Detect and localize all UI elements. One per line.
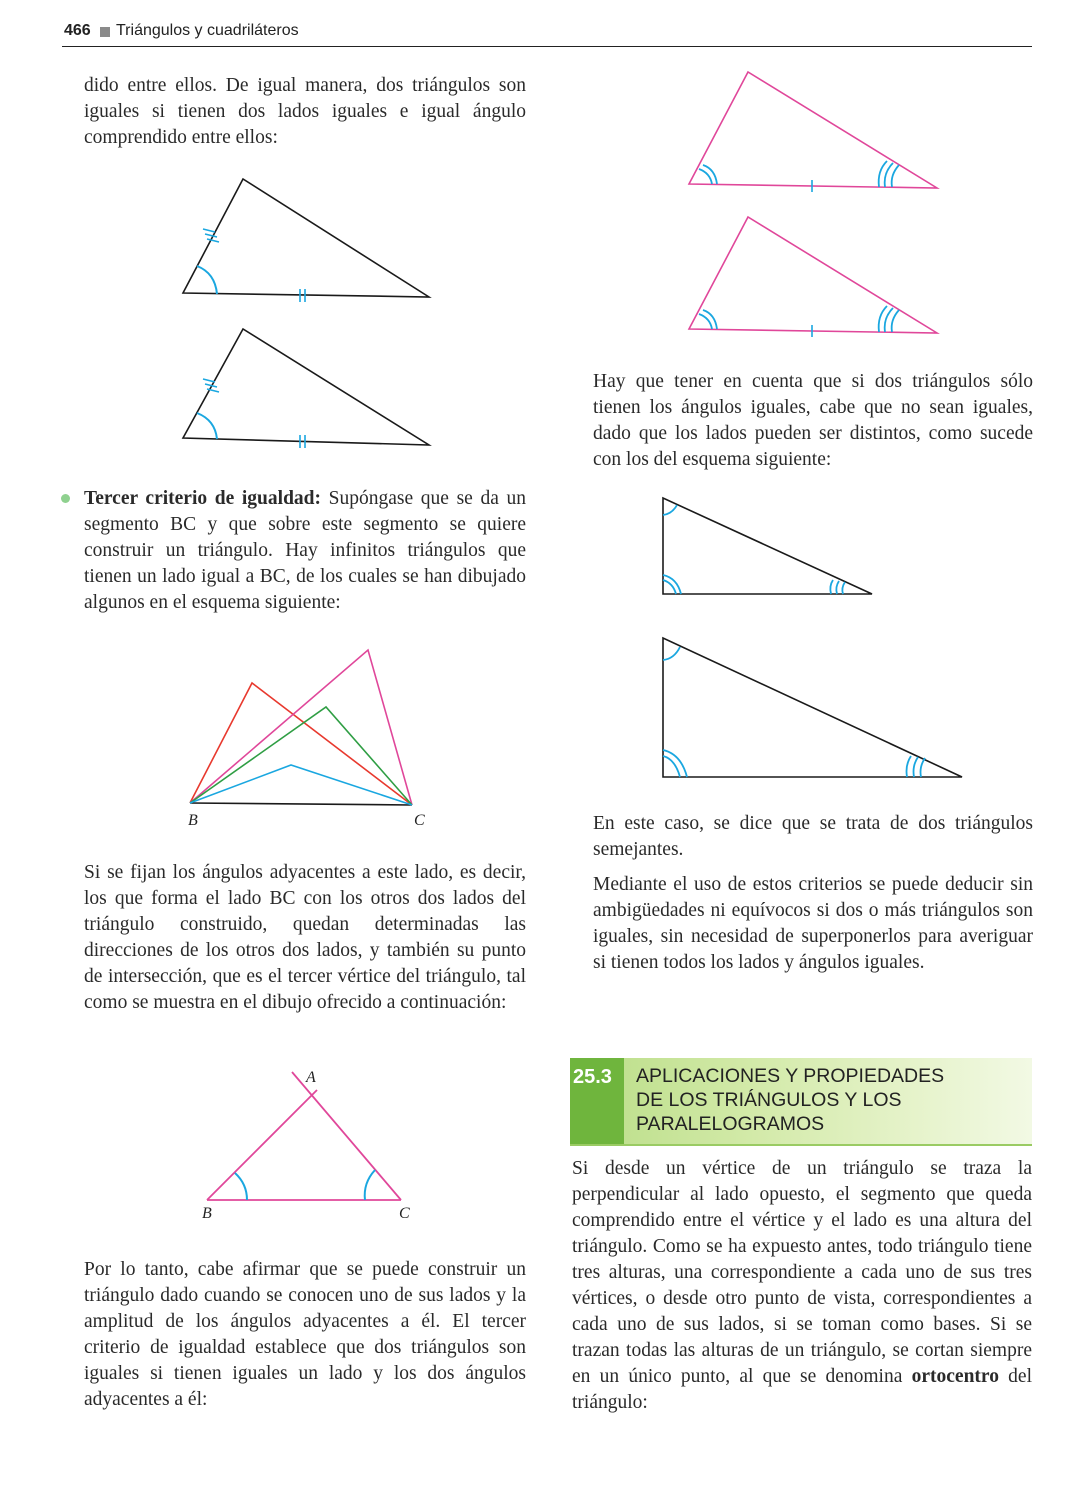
left-paragraph-1: dido entre ellos. De igual manera, dos triángulos son iguales si tienen dos lados iguales e igual ángulo comprendido entre ellos: xyxy=(84,75,526,148)
right-paragraph-4 xyxy=(572,1156,1032,1416)
label-a: A xyxy=(306,1069,316,1086)
label-b-2: B xyxy=(202,1205,212,1222)
figure-similar-triangle-small xyxy=(655,490,885,605)
label-b: B xyxy=(188,812,198,829)
figure-infinite-triangles xyxy=(180,640,440,840)
right-paragraph-1: Hay que tener en cuenta que si dos triángulos sólo tienen los ángulos iguales, cabe que no sean iguales, dado que los lados pueden ser distintos, como sucede con los del esquema siguiente: xyxy=(593,371,1033,470)
figure-asa-triangle-1 xyxy=(685,65,945,195)
figure-sas-triangle-2 xyxy=(175,325,435,455)
header-square-icon xyxy=(100,27,110,37)
figure-asa-construction xyxy=(195,1060,425,1225)
figure-similar-triangle-large xyxy=(655,632,975,782)
left-paragraph-3: Si se fijan los ángulos adyacentes a este lado, es decir, los que forma el lado BC con los otros dos lados del triángulo construido, quedan determinadas las direcciones de los otros dos lados, y también su punto de intersección, que es el tercer vértice del triángulo, tal como se muestra en el dibujo ofrecido a continuación: xyxy=(84,862,526,1013)
criterion-text: Supóngase que se da un segmento BC y que sobre este segmento se quiere construir un triángulo. Hay infinitos triángulos que tienen un lado igual a BC, de los cuales se han dibujado algunos en el esquema siguiente: xyxy=(84,488,526,613)
page-header xyxy=(62,18,1032,47)
list-bullet-icon xyxy=(61,494,70,503)
section-heading-band xyxy=(570,1058,1032,1146)
section-title: APLICACIONES Y PROPIEDADES DE LOS TRIÁNGULOS Y LOS PARALELOGRAMOS xyxy=(636,1065,945,1135)
orthocenter-term: ortocentro xyxy=(911,1366,999,1387)
figure-sas-triangle-1 xyxy=(175,175,435,305)
orthocenter-text-post: del triángulo: xyxy=(572,1366,1033,1413)
left-paragraph-2 xyxy=(84,486,526,616)
page-number: 466 xyxy=(64,22,91,39)
section-number: 25.3 xyxy=(570,1058,624,1144)
orthocenter-text-pre: Si desde un vértice de un triángulo se traza la perpendicular al lado opuesto, el segmento que queda comprendido entre el vértice y el lado es una altura del triángulo. Como se ha expuesto antes, todo triángulo tiene tres alturas, una correspondiente a cada uno de sus tres vértices, o desde otro punto de vista, correspondientes a cada uno de sus lados, si se toman como bases. Si se trazan todas las alturas de un triángulo, se cortan siempre en un único punto, al que se denomina xyxy=(572,1158,1032,1387)
label-c-2: C xyxy=(399,1205,410,1222)
right-paragraph-2: En este caso, se dice que se trata de dos triángulos semejantes. xyxy=(593,813,1033,860)
header-title: Triángulos y cuadriláteros xyxy=(116,22,299,39)
figure-asa-triangle-2 xyxy=(685,210,945,340)
left-paragraph-4: Por lo tanto, cabe afirmar que se puede construir un triángulo dado cuando se conocen uno de sus lados y la amplitud de los ángulos adyacentes a él. El tercer criterio de igualdad establece que dos triángulos son iguales si tienen iguales un lado y los dos ángulos adyacentes a él: xyxy=(84,1259,526,1410)
criterion-heading: Tercer criterio de igualdad: xyxy=(84,488,322,509)
right-paragraph-3: Mediante el uso de estos criterios se puede deducir sin ambigüedades ni equívocos si dos o más triángulos son iguales, sin necesidad de superponerlos para averiguar si tienen todos los lados y ángulos iguales. xyxy=(593,874,1033,973)
label-c: C xyxy=(414,812,425,829)
